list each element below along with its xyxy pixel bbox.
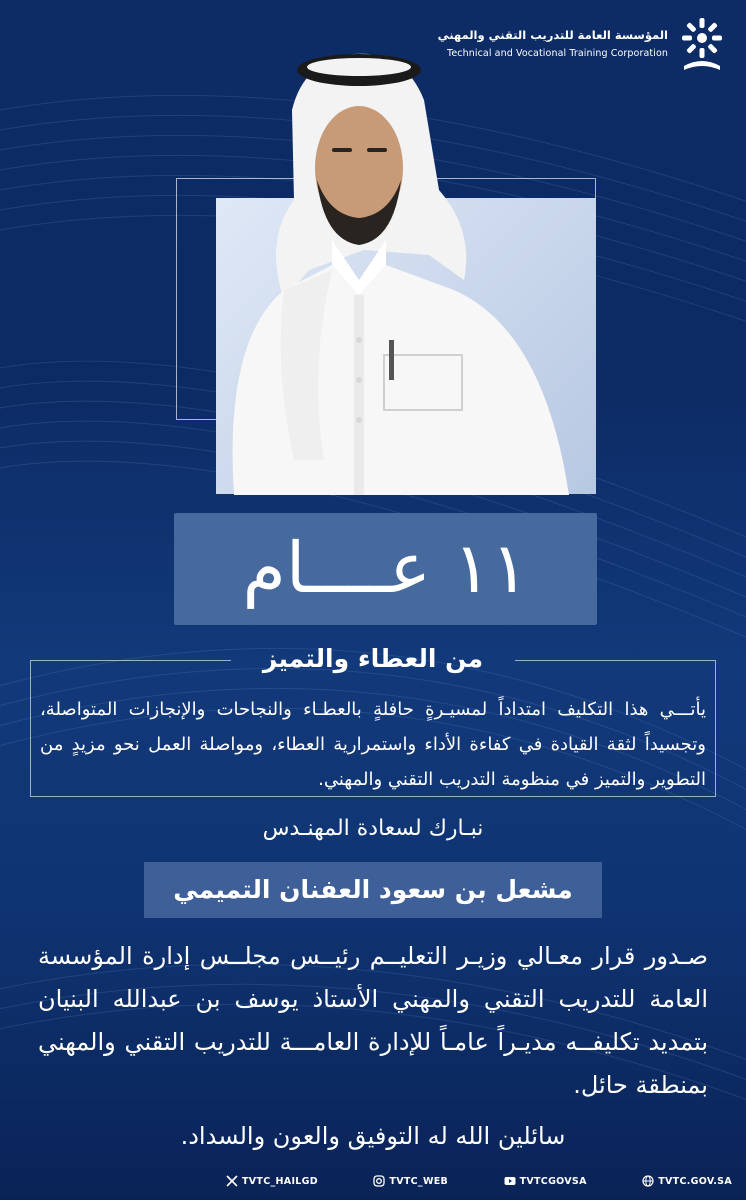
org-name-ar: المؤسسة العامة للتدريب التقني والمهني [437, 28, 668, 42]
globe-icon [642, 1175, 654, 1187]
social-instagram[interactable] [373, 1175, 448, 1187]
website-url: TVTC.GOV.SA [658, 1175, 732, 1187]
instagram-handle: TVTC_WEB [389, 1175, 449, 1187]
closing-line: سائلين الله له التوفيق والعون والسداد. [180, 1122, 566, 1150]
social-website[interactable] [642, 1175, 732, 1187]
x-handle: TVTC_HAILGD [242, 1175, 318, 1187]
years-badge [174, 513, 597, 625]
footer-socials [226, 1170, 732, 1192]
name-plate [144, 862, 602, 918]
announcement-text: صـدور قرار معـالي وزيـر التعليــم رئيــس مجلــس إدارة المؤسسة العامة للتدريب التقني والمهني الأستاذ يوسف بن عبدالله البنيان بتمديد تكليفــه مديـراً عامـاً للإدارة العامـــة للتدريب التقني والمهني بمنطقة حائل. [38, 942, 708, 1099]
youtube-icon [504, 1175, 516, 1187]
subtitle: من العطاء والتميز [262, 644, 484, 673]
social-youtube[interactable] [504, 1175, 587, 1187]
youtube-handle: TVTCGOVSA [519, 1175, 587, 1187]
congrats-line: نبـارك لسعادة المهنـدس [262, 816, 484, 841]
x-icon [226, 1175, 238, 1187]
description-text: يأتـــي هذا التكليف امتداداً لمسيـرةٍ حافلةٍ بالعطـاء والنجاحات والإنجازات المتواصلة، وتجسيداً لثقة القيادة في كفاءة الأداء واستمرارية العطاء، ومواصلة العمل نحو مزيدٍ من التطوير والتميز في منظومة التدريب التقني والمهني. [40, 699, 706, 790]
instagram-icon [373, 1175, 385, 1187]
social-x[interactable] [226, 1175, 318, 1187]
portrait-illustration [214, 40, 594, 495]
years-text: ١١ عــــام [242, 527, 529, 609]
tvtc-logo-icon [676, 16, 728, 74]
org-name-en: Technical and Vocational Training Corporation [447, 48, 668, 59]
honoree-name: مشعل بن سعود العفنان التميمي [173, 875, 573, 904]
